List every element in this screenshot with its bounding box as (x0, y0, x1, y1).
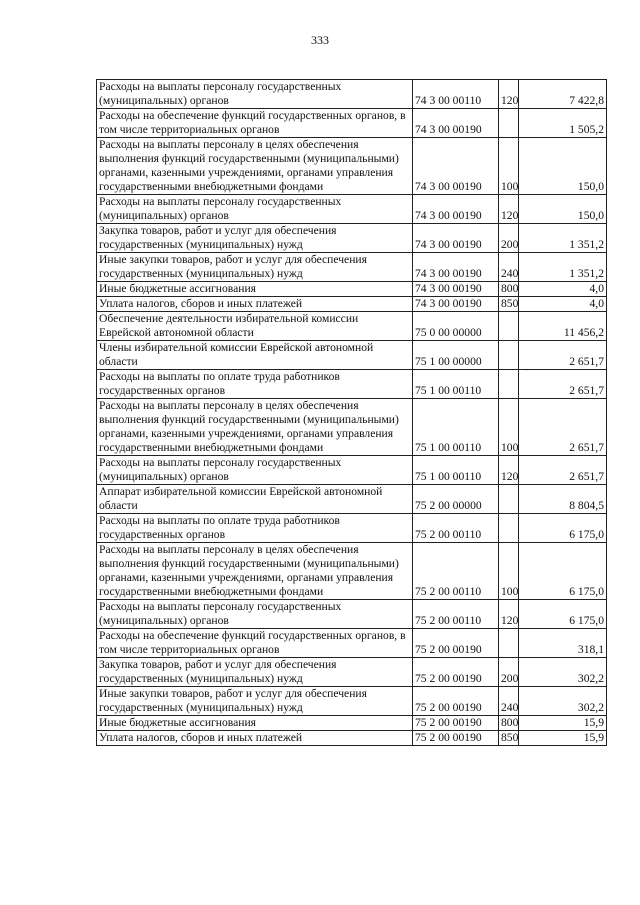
table-row (97, 341, 607, 370)
expense-type-cell (499, 514, 519, 543)
expense-name-cell: Расходы на выплаты персоналу государственных (муниципальных) органов (97, 80, 413, 109)
expense-type-cell: 120 (499, 195, 519, 224)
target-code-cell: 75 2 00 00000 (413, 485, 499, 514)
target-code-cell: 75 2 00 00190 (413, 687, 499, 716)
table-row (97, 514, 607, 543)
table-row (97, 716, 607, 731)
expense-type-cell: 100 (499, 138, 519, 195)
expense-type-cell: 120 (499, 80, 519, 109)
expense-type-cell (499, 370, 519, 399)
expense-name-cell: Иные бюджетные ассигнования (97, 282, 413, 297)
table-row (97, 195, 607, 224)
table-row (97, 312, 607, 341)
amount-cell: 1 351,2 (519, 224, 607, 253)
expense-name-cell: Расходы на выплаты по оплате труда работников государственных органов (97, 514, 413, 543)
expense-type-cell: 850 (499, 297, 519, 312)
target-code-cell: 75 2 00 00110 (413, 514, 499, 543)
expense-name-cell: Расходы на выплаты персоналу государственных (муниципальных) органов (97, 600, 413, 629)
amount-cell: 1 351,2 (519, 253, 607, 282)
expense-type-cell: 120 (499, 600, 519, 629)
amount-cell: 6 175,0 (519, 600, 607, 629)
table-row (97, 109, 607, 138)
expense-type-cell: 200 (499, 658, 519, 687)
expense-type-cell (499, 629, 519, 658)
expense-type-cell (499, 109, 519, 138)
amount-cell: 150,0 (519, 195, 607, 224)
table-row (97, 456, 607, 485)
expense-type-cell (499, 341, 519, 370)
table-row (97, 282, 607, 297)
table-row (97, 543, 607, 600)
expense-type-cell: 800 (499, 282, 519, 297)
amount-cell: 2 651,7 (519, 399, 607, 456)
table-row (97, 600, 607, 629)
target-code-cell: 74 3 00 00190 (413, 253, 499, 282)
target-code-cell: 74 3 00 00110 (413, 80, 499, 109)
amount-cell: 1 505,2 (519, 109, 607, 138)
amount-cell: 15,9 (519, 716, 607, 731)
amount-cell: 2 651,7 (519, 370, 607, 399)
target-code-cell: 75 2 00 00110 (413, 600, 499, 629)
expense-type-cell: 240 (499, 687, 519, 716)
amount-cell: 8 804,5 (519, 485, 607, 514)
table-row (97, 629, 607, 658)
expense-type-cell (499, 485, 519, 514)
expense-type-cell (499, 312, 519, 341)
amount-cell: 6 175,0 (519, 543, 607, 600)
target-code-cell: 75 1 00 00000 (413, 341, 499, 370)
table-row (97, 731, 607, 746)
target-code-cell: 74 3 00 00190 (413, 109, 499, 138)
expense-name-cell: Расходы на обеспечение функций государственных органов, в том числе территориальных органов (97, 109, 413, 138)
target-code-cell: 74 3 00 00190 (413, 224, 499, 253)
expense-type-cell: 850 (499, 731, 519, 746)
amount-cell: 15,9 (519, 731, 607, 746)
expense-name-cell: Расходы на выплаты персоналу государственных (муниципальных) органов (97, 456, 413, 485)
expense-name-cell: Закупка товаров, работ и услуг для обеспечения государственных (муниципальных) нужд (97, 658, 413, 687)
expense-name-cell: Обеспечение деятельности избирательной комиссии Еврейской автономной области (97, 312, 413, 341)
amount-cell: 4,0 (519, 297, 607, 312)
table-row (97, 224, 607, 253)
table-row (97, 658, 607, 687)
expense-type-cell: 120 (499, 456, 519, 485)
expense-name-cell: Уплата налогов, сборов и иных платежей (97, 297, 413, 312)
amount-cell: 302,2 (519, 658, 607, 687)
expense-name-cell: Расходы на выплаты персоналу в целях обеспечения выполнения функций государственными (муниципальными) органами, казенными учреждениями, органами управления государственными внебюджетными фондами (97, 399, 413, 456)
target-code-cell: 75 2 00 00190 (413, 716, 499, 731)
page-number: 333 (311, 33, 329, 47)
target-code-cell: 74 3 00 00190 (413, 297, 499, 312)
table-row (97, 138, 607, 195)
amount-cell: 318,1 (519, 629, 607, 658)
table-row (97, 687, 607, 716)
target-code-cell: 75 2 00 00190 (413, 658, 499, 687)
target-code-cell: 75 1 00 00110 (413, 456, 499, 485)
target-code-cell: 75 2 00 00110 (413, 543, 499, 600)
budget-table (96, 79, 607, 746)
expense-type-cell: 240 (499, 253, 519, 282)
expense-name-cell: Аппарат избирательной комиссии Еврейской автономной области (97, 485, 413, 514)
target-code-cell: 74 3 00 00190 (413, 282, 499, 297)
expense-name-cell: Иные закупки товаров, работ и услуг для обеспечения государственных (муниципальных) нужд (97, 253, 413, 282)
expense-type-cell: 200 (499, 224, 519, 253)
expense-name-cell: Уплата налогов, сборов и иных платежей (97, 731, 413, 746)
amount-cell: 302,2 (519, 687, 607, 716)
amount-cell: 2 651,7 (519, 456, 607, 485)
expense-name-cell: Расходы на обеспечение функций государственных органов, в том числе территориальных органов (97, 629, 413, 658)
target-code-cell: 75 1 00 00110 (413, 370, 499, 399)
stray-mark: ` (525, 368, 528, 377)
amount-cell: 6 175,0 (519, 514, 607, 543)
table-row (97, 297, 607, 312)
target-code-cell: 75 2 00 00190 (413, 731, 499, 746)
expense-name-cell: Расходы на выплаты персоналу в целях обеспечения выполнения функций государственными (муниципальными) органами, казенными учреждениями, органами управления государственными внебюджетными фондами (97, 543, 413, 600)
table-row (97, 399, 607, 456)
target-code-cell: 74 3 00 00190 (413, 138, 499, 195)
target-code-cell: 74 3 00 00190 (413, 195, 499, 224)
expense-name-cell: Расходы на выплаты персоналу государственных (муниципальных) органов (97, 195, 413, 224)
amount-cell: 11 456,2 (519, 312, 607, 341)
target-code-cell: 75 0 00 00000 (413, 312, 499, 341)
expense-type-cell: 800 (499, 716, 519, 731)
table-row (97, 80, 607, 109)
amount-cell: 150,0 (519, 138, 607, 195)
target-code-cell: 75 1 00 00110 (413, 399, 499, 456)
expense-type-cell: 100 (499, 543, 519, 600)
amount-cell: 4,0 (519, 282, 607, 297)
amount-cell: 7 422,8 (519, 80, 607, 109)
expense-type-cell: 100 (499, 399, 519, 456)
expense-name-cell: Члены избирательной комиссии Еврейской автономной области (97, 341, 413, 370)
expense-name-cell: Расходы на выплаты персоналу в целях обеспечения выполнения функций государственными (муниципальными) органами, казенными учреждениями, органами управления государственными внебюджетными фондами (97, 138, 413, 195)
expense-name-cell: Закупка товаров, работ и услуг для обеспечения государственных (муниципальных) нужд (97, 224, 413, 253)
expense-name-cell: Расходы на выплаты по оплате труда работников государственных органов (97, 370, 413, 399)
table-row (97, 370, 607, 399)
amount-cell: 2 651,7 (519, 341, 607, 370)
budget-table-body (97, 80, 607, 746)
table-row (97, 485, 607, 514)
expense-name-cell: Иные бюджетные ассигнования (97, 716, 413, 731)
expense-name-cell: Иные закупки товаров, работ и услуг для обеспечения государственных (муниципальных) нужд (97, 687, 413, 716)
table-row (97, 253, 607, 282)
target-code-cell: 75 2 00 00190 (413, 629, 499, 658)
